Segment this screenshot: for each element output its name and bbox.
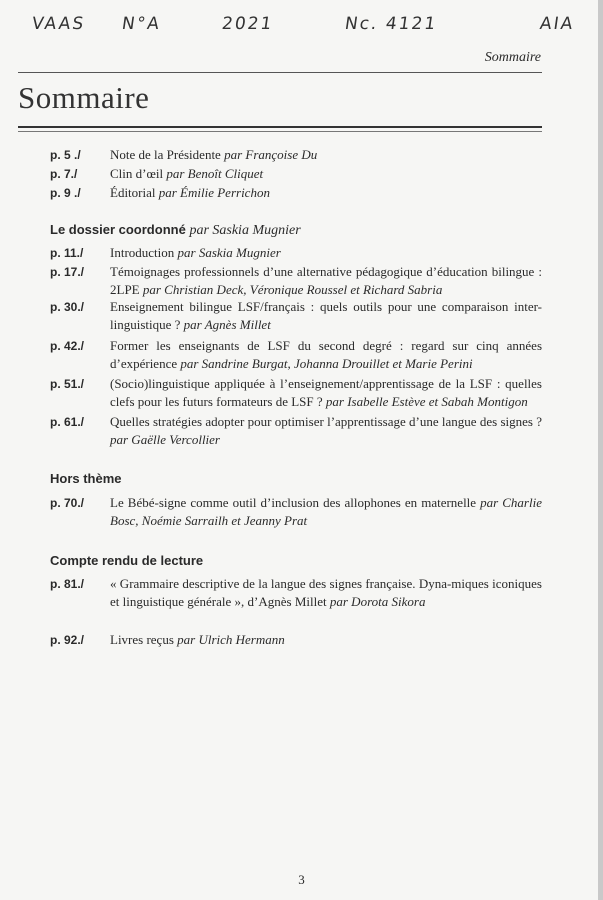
toc-author: par Gaëlle Vercollier <box>110 432 220 447</box>
toc-title: Livres reçus <box>110 632 174 647</box>
toc-page: p. 92./ <box>50 633 85 647</box>
header-rule <box>18 72 542 73</box>
toc-page: p. 9 ./ <box>50 186 81 200</box>
toc-entry <box>50 263 542 299</box>
toc-title: « Grammaire descriptive de la langue des signes française. Dyna-miques iconiques et linguistique générale », d’Agnès Millet <box>110 576 542 609</box>
toc-entry <box>50 146 542 164</box>
handwritten-annotation <box>0 14 603 44</box>
toc-entry <box>50 165 542 183</box>
toc-page: p. 61./ <box>50 415 85 429</box>
toc-entry <box>50 244 542 262</box>
toc-title: Clin d’œil <box>110 166 164 181</box>
toc-entry <box>50 298 542 334</box>
toc-author: par Dorota Sikora <box>329 594 426 609</box>
toc-author: par Agnès Millet <box>183 317 271 332</box>
toc-page: p. 81./ <box>50 577 85 591</box>
toc-title: Témoignages professionnels d’une alternative pédagogique d’éducation bilingue : 2LPE <box>110 264 542 297</box>
toc-page: p. 17./ <box>50 265 85 279</box>
toc-entry <box>50 375 542 411</box>
toc-page: p. 51./ <box>50 377 85 391</box>
toc-title: Note de la Présidente <box>110 147 221 162</box>
toc-title: Le Bébé-signe comme outil d’inclusion des allophones en maternelle <box>110 495 477 510</box>
toc-entry <box>50 337 542 373</box>
toc-author: par Christian Deck, Véronique Roussel et Richard Sabria <box>142 282 443 297</box>
page-number: 3 <box>298 872 305 887</box>
running-head: Sommaire <box>484 50 541 65</box>
toc-title: Former les enseignants de LSF du second degré : regard sur cinq années d’expérience <box>110 338 542 371</box>
toc-entry <box>50 413 542 449</box>
toc-author: par Benoît Cliquet <box>166 166 264 181</box>
toc-author: par Sandrine Burgat, Johanna Drouillet et Marie Perini <box>180 356 473 371</box>
toc-entry <box>50 494 542 530</box>
toc-title: Enseignement bilingue LSF/français : quels outils pour une comparaison inter-linguistique ? <box>110 299 542 332</box>
handwritten-year: 2021 <box>220 14 275 34</box>
section-title: Le dossier coordonné <box>50 222 186 237</box>
toc-author: par Saskia Mugnier <box>177 245 281 260</box>
toc-page: p. 5 ./ <box>50 148 81 162</box>
toc-title: Quelles stratégies adopter pour optimiser l’apprentissage d’une langue des signes ? <box>110 414 542 429</box>
title-rule-thick <box>18 126 542 128</box>
page-title: Sommaire <box>18 80 150 115</box>
toc-author: par Isabelle Estève et Sabah Montigon <box>325 394 528 409</box>
title-rule-thin <box>18 131 542 132</box>
toc-entry <box>50 631 542 649</box>
toc-title: Introduction <box>110 245 175 260</box>
section-author: par Saskia Mugnier <box>189 223 301 238</box>
handwritten-code: AIA <box>538 14 576 34</box>
toc-page: p. 42./ <box>50 339 85 353</box>
section-title: Compte rendu de lecture <box>50 553 204 568</box>
toc-entry <box>50 184 542 202</box>
toc-author: par Ulrich Hermann <box>177 632 285 647</box>
handwritten-reference: Nc. 4121 <box>343 14 439 34</box>
toc-title: (Socio)linguistique appliquée à l’enseignement/apprentissage de la LSF : quelles clefs pour les futurs formateurs de LSF ? <box>110 376 542 409</box>
toc-entry <box>50 575 542 611</box>
page-edge-shadow <box>598 0 603 900</box>
toc-page: p. 30./ <box>50 300 85 314</box>
toc-page: p. 11./ <box>50 246 84 260</box>
toc-page: p. 70./ <box>50 496 85 510</box>
handwritten-number: N°A <box>120 14 163 34</box>
section-heading-compte-rendu <box>50 553 203 568</box>
section-heading-dossier <box>50 222 301 239</box>
handwritten-volume: VAAS <box>30 14 87 34</box>
toc-page: p. 7./ <box>50 167 78 181</box>
section-title: Hors thème <box>50 471 122 486</box>
toc-author: par Françoise Du <box>224 147 318 162</box>
section-heading-hors-theme <box>50 471 122 486</box>
toc-author: par Charlie Bosc, Noémie Sarrailh et Jeanny Prat <box>110 495 542 528</box>
toc-title: Éditorial <box>110 185 156 200</box>
toc-author: par Émilie Perrichon <box>158 185 270 200</box>
